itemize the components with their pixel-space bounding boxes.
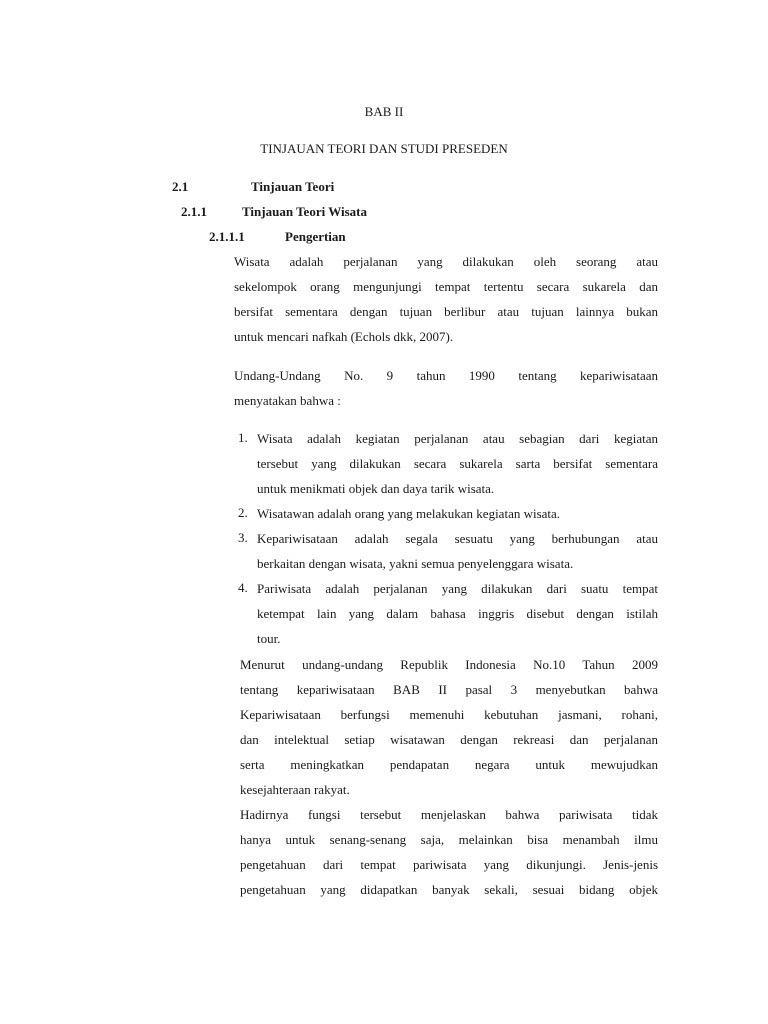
paragraph-line: Hadirnya fungsi tersebut menjelaskan bahwa pariwisata tidak [240,807,658,822]
paragraph-line: bersifat sementara dengan tujuan berlibur atau tujuan lainnya bukan [234,304,658,319]
list-marker: 2. [238,505,248,520]
list-item-line: Wisata adalah kegiatan perjalanan atau sebagian dari kegiatan [257,431,658,446]
list-item-line: untuk menikmati objek dan daya tarik wisata. [257,481,495,496]
list-marker: 3. [238,530,248,545]
paragraph-line: untuk mencari nafkah (Echols dkk, 2007). [234,329,454,344]
paragraph-line: menyatakan bahwa : [234,393,341,408]
heading-title-2-1: Tinjauan Teori [251,179,335,194]
list-item [257,430,658,505]
list-marker: 4. [238,580,248,595]
chapter-label: BAB II [364,104,404,119]
paragraph-definition [234,253,658,353]
list-item-line: Wisatawan adalah orang yang melakukan kegiatan wisata. [257,506,561,521]
paragraph-line: tentang kepariwisataan BAB II pasal 3 menyebutkan bahwa [240,682,658,697]
paragraph-line: pengetahuan dari tempat pariwisata yang dikunjungi. Jenis-jenis [240,857,658,872]
paragraph-line: Undang-Undang No. 9 tahun 1990 tentang kepariwisataan [234,368,658,383]
paragraph-law [234,367,658,417]
paragraph-law-2009 [240,656,658,806]
chapter-title: TINJAUAN TEORI DAN STUDI PRESEDEN [260,141,508,156]
paragraph-line: Kepariwisataan berfungsi memenuhi kebutuhan jasmani, rohani, [240,707,658,722]
heading-number-2-1-1-1: 2.1.1.1 [209,229,245,244]
list-marker: 1. [238,430,248,445]
list-item-line: tour. [257,631,281,646]
heading-number-2-1-1: 2.1.1 [181,204,207,219]
heading-title-2-1-1: Tinjauan Teori Wisata [242,204,367,219]
paragraph-line: Wisata adalah perjalanan yang dilakukan oleh seorang atau [234,254,658,269]
list-item-line: tersebut yang dilakukan secara sukarela sarta bersifat sementara [257,456,658,471]
paragraph-function [240,806,658,906]
paragraph-line: sekelompok orang mengunjungi tempat tertentu secara sukarela dan [234,279,658,294]
list-item-line: Pariwisata adalah perjalanan yang dilakukan dari suatu tempat [257,581,658,596]
paragraph-line: pengetahuan yang didapatkan banyak sekali, sesuai bidang objek [240,882,658,897]
paragraph-line: Menurut undang-undang Republik Indonesia No.10 Tahun 2009 [240,657,658,672]
paragraph-line: serta meningkatkan pendapatan negara untuk mewujudkan [240,757,658,772]
list-item-line: Kepariwisataan adalah segala sesuatu yang berhubungan atau [257,531,658,546]
list-item [257,530,658,580]
list-item-line: berkaitan dengan wisata, yakni semua penyelenggara wisata. [257,556,574,571]
paragraph-line: hanya untuk senang-senang saja, melainkan bisa menambah ilmu [240,832,658,847]
paragraph-line: kesejahteraan rakyat. [240,782,350,797]
heading-title-2-1-1-1: Pengertian [285,229,346,244]
list-item-line: ketempat lain yang dalam bahasa inggris disebut dengan istilah [257,606,658,621]
paragraph-line: dan intelektual setiap wisatawan dengan rekreasi dan perjalanan [240,732,658,747]
list-item [257,505,658,530]
heading-number-2-1: 2.1 [172,179,189,194]
list-item [257,580,658,655]
